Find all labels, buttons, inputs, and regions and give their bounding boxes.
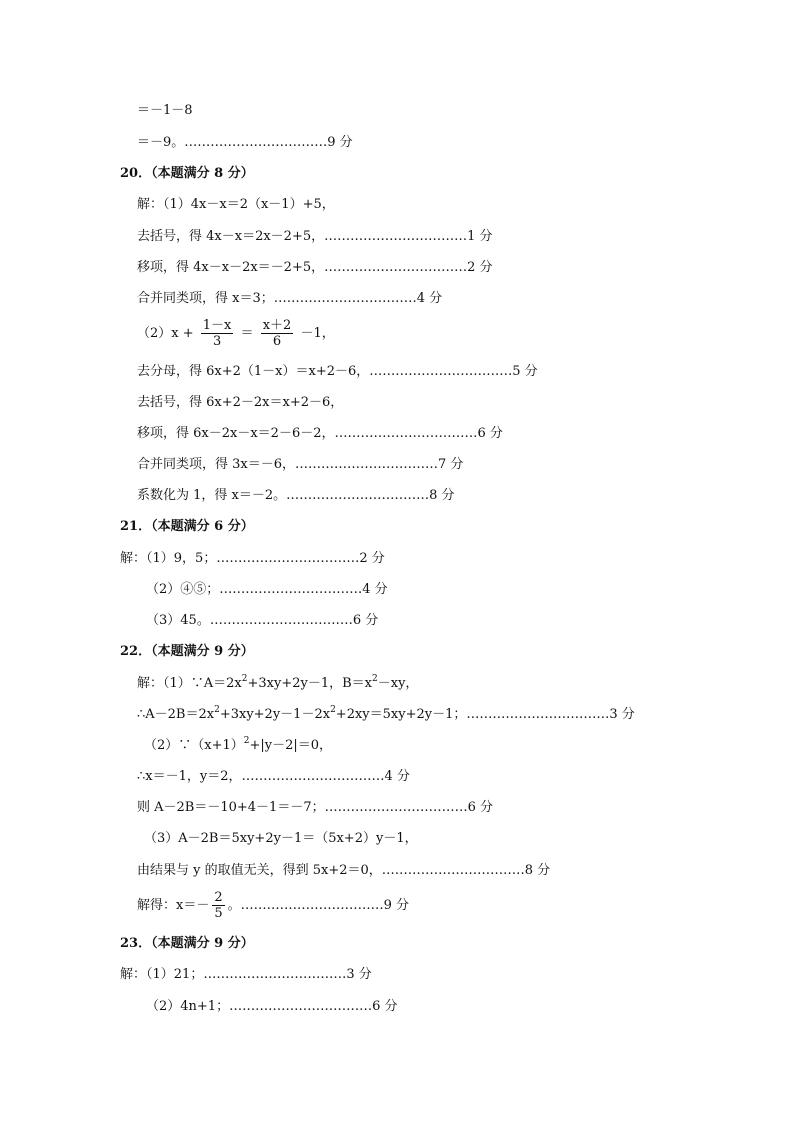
fraction-2-over-5 [212,890,224,921]
exponent: 2 [372,674,378,684]
exponent: 2 [330,705,336,715]
q20-part2-step-denominator: 去分母，得 6x+2（1－x）＝x+2－6，……………………………5 分 [137,364,538,379]
q23-part2: （2）4n+1；……………………………6 分 [146,999,398,1014]
exponent: 2 [243,736,250,746]
fraction-x-plus-2-over-6 [261,318,294,349]
text-segment: （2）∵（x+1） [144,738,244,753]
text-segment: ∴A－2B＝2x [137,707,215,722]
q22-part2-given [144,737,332,755]
q20-part2-step-transpose: 移项，得 6x－2x－x＝2－6－2，……………………………6 分 [137,426,503,441]
q20-part1-step-combine: 合并同类项，得 x＝3；……………………………4 分 [137,291,443,306]
fraction-1-minus-x-over-3 [201,318,234,349]
q20-part2-step-brackets: 去括号，得 6x+2－2x＝x+2－6， [137,395,344,410]
q20-part2-prefix: （2）x + [137,326,194,341]
text-segment: +2xy＝5xy+2y－1；……………………………3 分 [335,707,635,722]
q20-part2-equation [137,318,335,350]
text-segment: 。……………………………9 分 [227,898,410,913]
fraction-numerator: 2 [214,890,223,905]
text-segment: +|y－2|＝0， [249,738,333,753]
text-segment: 解：（1）∵A＝2x [137,676,242,691]
text-segment: +3xy+2y－1，B＝x [247,676,373,691]
q20-part2-suffix: －1， [300,326,335,341]
fraction-denominator: 5 [214,906,223,921]
q20-part1-equation: 解：（1）4x－x＝2（x－1）+5， [137,197,335,212]
fraction-numerator: x＋2 [262,318,292,333]
question-21-heading: 21．（本题满分 6 分） [120,519,254,534]
q20-part1-step-brackets: 去括号，得 4x－x＝2x－2+5，……………………………1 分 [137,229,493,244]
question-20-heading: 20．（本题满分 8 分） [120,166,254,181]
exponent: 2 [241,674,248,684]
q23-part1: 解：（1）21；……………………………3 分 [120,967,372,982]
q22-part3-solution [137,890,409,922]
q20-part1-step-transpose: 移项，得 4x－x－2x＝－2+5，……………………………2 分 [137,260,493,275]
q22-part1-given [137,675,418,693]
line-equals-minus1-minus8: ＝－1－8 [137,103,193,118]
q22-part1-result [137,706,635,724]
q22-part3-expression: （3）A－2B＝5xy+2y－1＝（5x+2）y－1， [144,831,418,846]
q20-part2-equals: ＝ [240,326,254,341]
q22-part2-result: 则 A－2B＝－10+4－1＝－7；……………………………6 分 [137,800,493,815]
fraction-denominator: 3 [212,334,222,349]
q20-part2-step-combine: 合并同类项，得 3x＝－6，……………………………7 分 [137,457,464,472]
fraction-denominator: 6 [272,334,282,349]
text-segment: 解得：x＝－ [137,898,210,913]
q21-part3: （3）45。……………………………6 分 [146,613,379,628]
q22-part3-condition: 由结果与 y 的取值无关，得到 5x+2＝0，……………………………8 分 [137,863,551,878]
exponent: 2 [214,705,220,715]
question-23-heading: 23．（本题满分 9 分） [120,936,254,951]
fraction-numerator: 1－x [202,318,232,333]
line-equals-minus9: ＝－9。……………………………9 分 [137,135,353,150]
text-segment: +3xy+2y－1－2x [219,707,331,722]
q21-part1: 解：（1）9，5；……………………………2 分 [120,551,385,566]
q20-part2-step-coefficient: 系数化为 1，得 x＝－2。……………………………8 分 [137,488,455,503]
q22-part2-values: ∴x＝－1，y＝2，……………………………4 分 [137,769,410,784]
text-segment: －xy， [377,676,419,691]
question-22-heading: 22．（本题满分 9 分） [120,644,254,659]
q21-part2: （2）④⑤；……………………………4 分 [146,582,388,597]
